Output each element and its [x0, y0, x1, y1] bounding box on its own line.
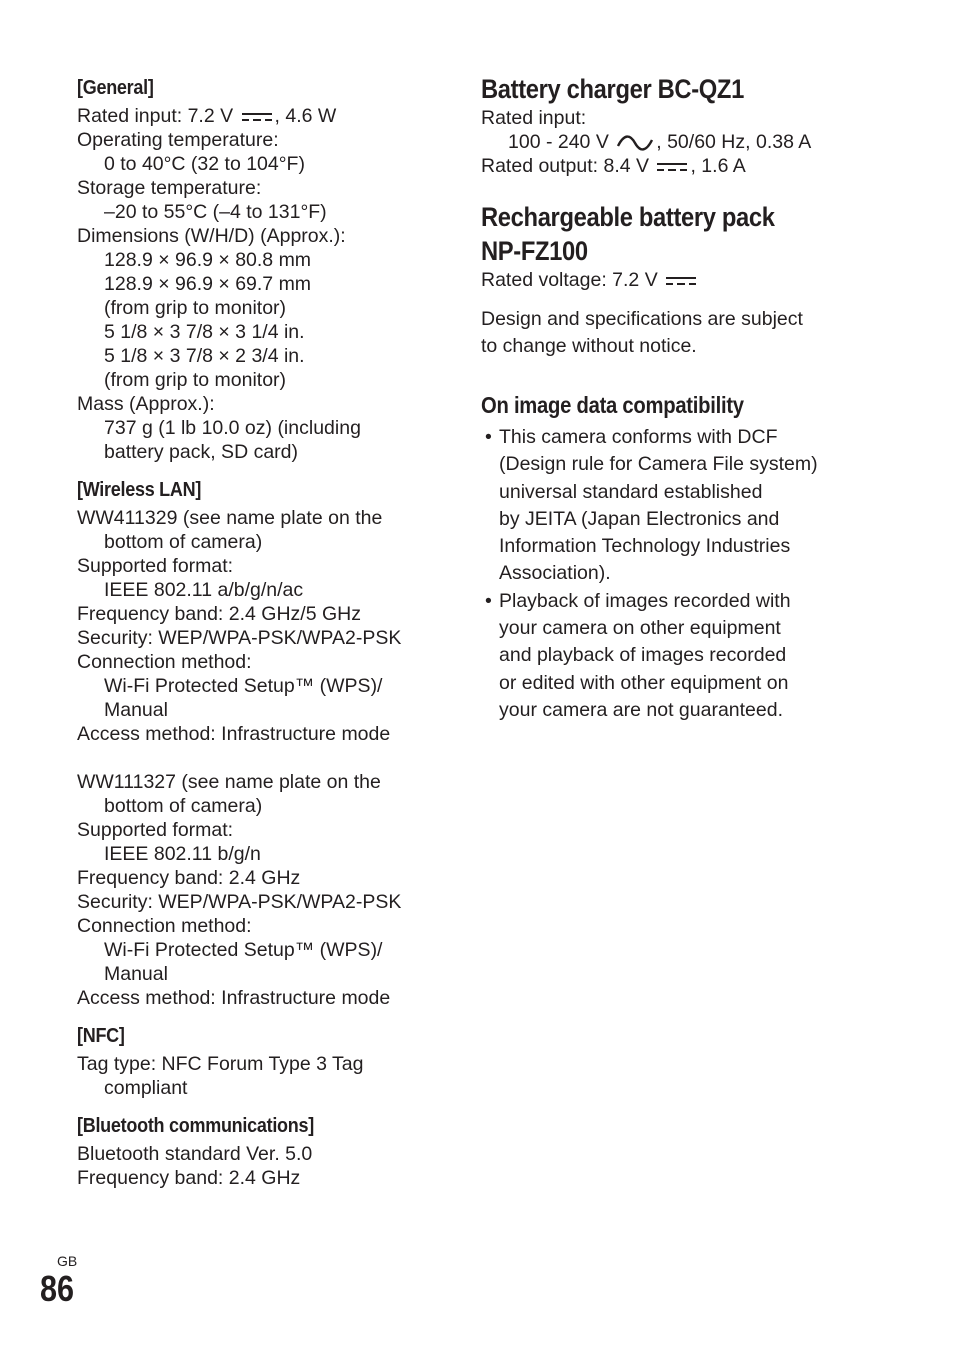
general-heading: [General] — [77, 77, 154, 99]
charger-output-current: , 1.6 A — [690, 155, 746, 177]
rated-input-power: , 4.6 W — [274, 105, 337, 127]
tag-type: compliant — [104, 1077, 188, 1099]
bullet-line: or edited with other equipment on — [499, 671, 789, 694]
model-line: bottom of camera) — [104, 795, 263, 817]
connection-value: Wi-Fi Protected Setup™ (WPS)/ — [104, 939, 383, 961]
dc-symbol-icon — [656, 161, 688, 173]
format-label: Supported format: — [77, 819, 234, 841]
right-column — [481, 72, 861, 724]
notice-line: Design and specifications are subject — [481, 308, 803, 330]
battery-model-heading: NP-FZ100 — [481, 236, 588, 266]
charger-output — [481, 154, 861, 178]
format-label: Supported format: — [77, 555, 234, 577]
bullet-line: (Design rule for Camera File system) — [499, 453, 818, 476]
region-label: GB — [57, 1253, 78, 1269]
connection-label: Connection method: — [77, 651, 252, 673]
compat-heading: On image data compatibility — [481, 392, 744, 418]
charger-input-label: Rated input: — [481, 107, 587, 129]
bluetooth-frequency: Frequency band: 2.4 GHz — [77, 1167, 301, 1189]
compat-bullet-2 — [481, 588, 861, 724]
bluetooth-standard: Bluetooth standard Ver. 5.0 — [77, 1143, 313, 1165]
bullet-dot: • — [485, 589, 492, 612]
charger-heading: Battery charger BC-QZ1 — [481, 74, 744, 104]
security: Security: WEP/WPA-PSK/WPA2-PSK — [77, 891, 402, 913]
op-temp-label: Operating temperature: — [77, 129, 279, 151]
mass-value: battery pack, SD card) — [104, 441, 298, 463]
dimensions-label: Dimensions (W/H/D) (Approx.): — [77, 225, 346, 247]
bullet-line: your camera are not guaranteed. — [499, 698, 784, 721]
connection-value: Wi-Fi Protected Setup™ (WPS)/ — [104, 675, 383, 697]
charger-input-voltage: 100 - 240 V — [508, 131, 609, 153]
charger-output-voltage: Rated output: 8.4 V — [481, 155, 650, 177]
wireless-heading: [Wireless LAN] — [77, 479, 202, 501]
left-column — [77, 72, 447, 1190]
frequency: Frequency band: 2.4 GHz — [77, 867, 301, 889]
rated-input-text: Rated input: 7.2 V — [77, 105, 234, 127]
bullet-line: Information Technology Industries — [499, 535, 791, 558]
tag-type: Tag type: NFC Forum Type 3 Tag — [77, 1053, 364, 1075]
rated-input — [77, 104, 447, 128]
bullet-line: your camera on other equipment — [499, 617, 781, 640]
dc-symbol-icon — [241, 111, 273, 123]
connection-value: Manual — [104, 963, 168, 985]
bullet-dot: • — [485, 426, 492, 448]
dimension-line: 5 1/8 × 3 7/8 × 3 1/4 in. — [104, 321, 305, 343]
dimension-line: (from grip to monitor) — [104, 369, 287, 391]
model-line: WW411329 (see name plate on the — [77, 507, 383, 529]
connection-value: Manual — [104, 699, 168, 721]
mass-value: 737 g (1 lb 10.0 oz) (including — [104, 417, 361, 439]
access-method: Access method: Infrastructure mode — [77, 987, 391, 1009]
bullet-line: by JEITA (Japan Electronics and — [499, 507, 780, 530]
charger-input-rest: , 50/60 Hz, 0.38 A — [656, 131, 812, 153]
notice-line: to change without notice. — [481, 335, 697, 357]
nfc-heading: [NFC] — [77, 1025, 125, 1047]
dimension-line: 128.9 × 96.9 × 69.7 mm — [104, 273, 312, 295]
storage-value: –20 to 55°C (–4 to 131°F) — [104, 201, 327, 223]
compat-bullet-1 — [481, 424, 861, 588]
dimension-line: (from grip to monitor) — [104, 297, 287, 319]
frequency: Frequency band: 2.4 GHz/5 GHz — [77, 603, 361, 625]
mass-label: Mass (Approx.): — [77, 393, 215, 415]
bluetooth-heading: [Bluetooth communications] — [77, 1115, 314, 1137]
dimension-line: 5 1/8 × 3 7/8 × 2 3/4 in. — [104, 345, 305, 367]
battery-voltage — [481, 268, 861, 292]
battery-voltage-text: Rated voltage: 7.2 V — [481, 269, 658, 291]
charger-input — [481, 130, 861, 154]
security: Security: WEP/WPA-PSK/WPA2-PSK — [77, 627, 402, 649]
dc-symbol-icon — [665, 275, 697, 287]
dimension-line: 128.9 × 96.9 × 80.8 mm — [104, 249, 312, 271]
connection-label: Connection method: — [77, 915, 252, 937]
bullet-line: universal standard established — [499, 480, 763, 503]
page-number: 86 — [40, 1268, 75, 1309]
storage-label: Storage temperature: — [77, 177, 262, 199]
bullet-line: and playback of images recorded — [499, 644, 787, 667]
ac-symbol-icon — [616, 134, 654, 152]
model-line: WW111327 (see name plate on the — [77, 771, 381, 793]
battery-heading: Rechargeable battery pack — [481, 202, 775, 232]
notice — [481, 306, 861, 360]
bullet-line: This camera conforms with DCF — [499, 426, 778, 448]
model-line: bottom of camera) — [104, 531, 263, 553]
access-method: Access method: Infrastructure mode — [77, 723, 391, 745]
bullet-line: Playback of images recorded with — [499, 589, 791, 612]
format-value: IEEE 802.11 a/b/g/n/ac — [104, 579, 304, 601]
format-value: IEEE 802.11 b/g/n — [104, 843, 261, 865]
bullet-line: Association). — [499, 562, 611, 585]
op-temp-value: 0 to 40°C (32 to 104°F) — [104, 153, 305, 175]
